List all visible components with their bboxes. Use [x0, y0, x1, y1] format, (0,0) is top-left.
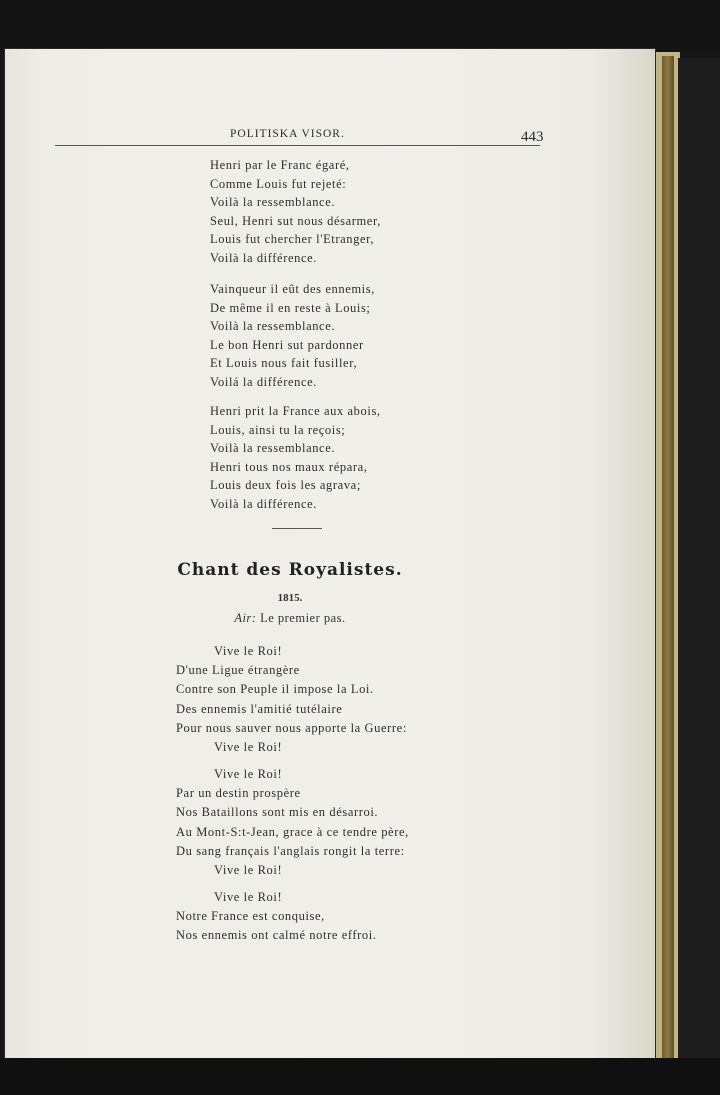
air-label: Air: [234, 611, 257, 625]
verse-line: Henri prit la France aux abois, [210, 404, 381, 418]
verse-line: Voilá la différence. [210, 374, 317, 389]
verse-line: Henri par le Franc égaré, [210, 158, 350, 172]
verse-line: D'une Ligue étrangère [176, 663, 300, 678]
air-text: Le premier pas. [260, 611, 346, 625]
verse-line: Par un destin prospère [176, 786, 301, 801]
verse-line: Voilà la ressemblance. [210, 195, 336, 209]
song-title: Chant des Royalistes. [177, 560, 403, 580]
verse-line: Contre son Peuple il impose la Loi. [176, 682, 374, 697]
top-shadow [0, 0, 720, 52]
bottom-shadow [0, 1058, 720, 1095]
song-stanza-3 [176, 888, 377, 946]
page-number: 443 [521, 129, 544, 145]
song-air [0, 611, 580, 626]
verse-line: Le bon Henri sut pardonner [210, 337, 364, 352]
song-stanza-1 [176, 642, 407, 757]
verse-line: Nos ennemis ont calmé notre effroi. [176, 928, 377, 943]
verse-line: Au Mont-S:t-Jean, grace à ce tendre père, [176, 824, 409, 839]
verse-line: Louis fut chercher l'Etranger, [210, 232, 375, 246]
poem1-stanza-1 [210, 156, 381, 267]
refrain-line: Vive le Roi! [214, 644, 283, 658]
verse-line: Louis, ainsi tu la reçois; [210, 422, 346, 437]
refrain-line: Vive le Roi! [214, 767, 283, 781]
verse-line: Vainqueur il eût des ennemis, [210, 282, 375, 296]
verse-line: De même il en reste à Louis; [210, 300, 371, 315]
verse-line: Louis deux fois les agrava; [210, 478, 361, 492]
header-rule [55, 145, 540, 146]
verse-line: Du sang français l'anglais rongit la terre: [176, 843, 405, 858]
refrain-line: Vive le Roi! [214, 739, 283, 754]
poem1-stanza-2 [210, 280, 375, 391]
verse-line: Seul, Henri sut nous désarmer, [210, 213, 381, 228]
verse-line: Pour nous sauver nous apporte la Guerre: [176, 720, 407, 735]
section-separator [272, 528, 322, 529]
verse-line: Voilà la différence. [210, 496, 317, 511]
verse-line: Comme Louis fut rejeté: [210, 176, 347, 191]
verse-line: Voilà la ressemblance. [210, 441, 336, 455]
verse-line: Notre France est conquise, [176, 909, 325, 924]
binding-ribbon [662, 56, 674, 1058]
verse-line: Et Louis nous fait fusiller, [210, 356, 358, 370]
poem1-stanza-3 [210, 402, 381, 513]
verse-line: Voilà la différence. [210, 250, 317, 265]
song-stanza-2 [176, 765, 409, 880]
refrain-line: Vive le Roi! [214, 890, 283, 904]
refrain-line: Vive le Roi! [214, 862, 283, 877]
book-cover [678, 58, 720, 1058]
verse-line: Des ennemis l'amitié tutélaire [176, 701, 343, 716]
verse-line: Voilà la ressemblance. [210, 319, 336, 333]
running-head: POLITISKA VISOR. [230, 128, 345, 140]
verse-line: Nos Bataillons sont mis en désarroi. [176, 805, 379, 820]
song-year: 1815. [277, 592, 303, 604]
verse-line: Henri tous nos maux répara, [210, 459, 368, 474]
